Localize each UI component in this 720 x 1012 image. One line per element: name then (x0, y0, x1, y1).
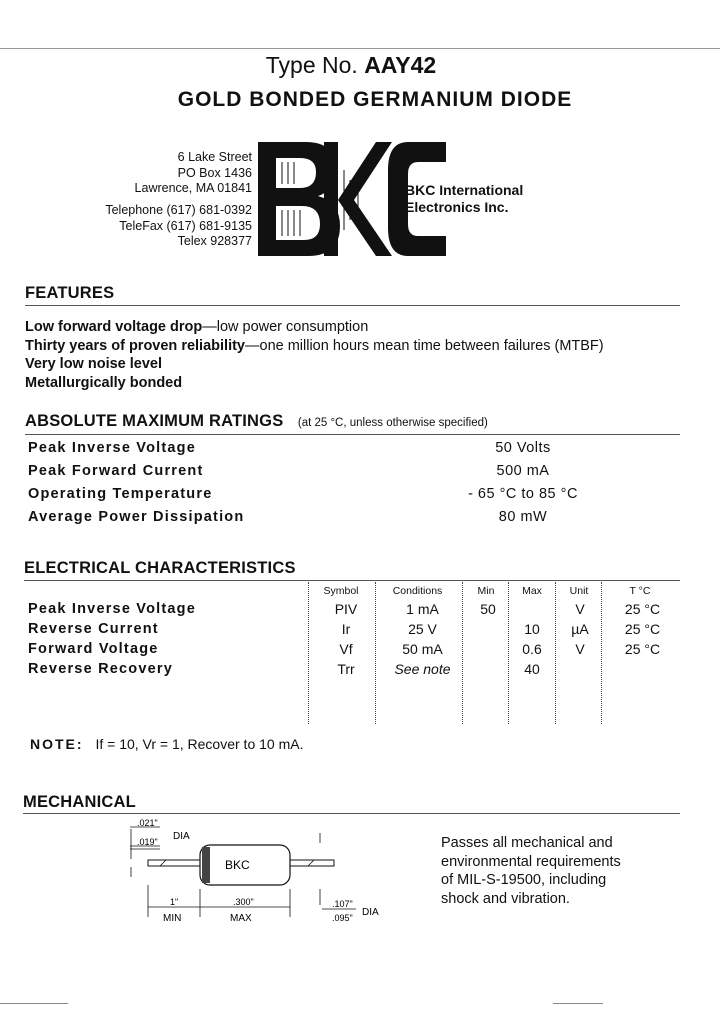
body-dia-max: .107" (332, 899, 353, 909)
type-number: AAY42 (364, 52, 437, 78)
body-dia-min: .095" (332, 913, 353, 923)
rating-param: Peak Inverse Voltage (28, 440, 197, 456)
ec-max: 0.6 (522, 641, 542, 657)
ec-conditions: 50 mA (402, 641, 443, 657)
rating-row (28, 463, 588, 485)
feature-bold: Metallurgically bonded (25, 374, 183, 391)
address-block (12, 150, 252, 197)
feature-rest: —one million hours mean time between failures (MTBF) (245, 337, 604, 354)
lead-dia-max: .021" (137, 818, 158, 828)
top-rule (0, 48, 720, 49)
ec-conditions: 25 V (408, 621, 437, 637)
col-header-unit: Unit (569, 585, 589, 597)
company-name (405, 182, 523, 216)
rating-row (28, 486, 588, 508)
column-separator (308, 582, 309, 724)
page-title: GOLD BONDED GERMANIUM DIODE (177, 88, 573, 111)
ec-symbol: PIV (334, 601, 358, 617)
rating-param: Average Power Dissipation (28, 509, 245, 525)
feature-bold: Very low noise level (25, 356, 163, 372)
mechanical-line: Passes all mechanical and (441, 835, 613, 851)
ratings-rule (25, 434, 680, 435)
ec-unit: V (575, 641, 585, 657)
feature-rest: —low power consumption (202, 319, 369, 335)
col-header-conditions: Conditions (392, 585, 443, 597)
ec-temp: 25 °C (624, 601, 661, 617)
features-rule (25, 305, 680, 306)
features-list (25, 318, 604, 392)
note-label: NOTE: (30, 736, 84, 752)
contact-telephone: Telephone (617) 681-0392 (105, 203, 252, 217)
company-name-line1: BKC International (405, 182, 524, 198)
contact-block (12, 203, 252, 250)
feature-bold: Low forward voltage drop (25, 319, 203, 335)
ec-unit: µA (571, 621, 589, 637)
rating-value: 80 mW (498, 509, 548, 525)
ec-temp: 25 °C (624, 641, 661, 657)
mechanical-line: environmental requirements (441, 853, 621, 870)
rating-value: 50 Volts (495, 440, 551, 456)
col-header-max: Max (522, 585, 542, 597)
diode-drawing (100, 815, 400, 930)
type-prefix: Type No. (265, 52, 358, 78)
ec-conditions: 1 mA (406, 601, 439, 617)
column-separator (555, 582, 556, 724)
ratings-heading: ABSOLUTE MAXIMUM RATINGS (25, 412, 284, 430)
ec-conditions: See note (394, 661, 451, 677)
electrical-heading: ELECTRICAL CHARACTERISTICS (24, 559, 296, 577)
rating-row (28, 509, 588, 531)
rating-value: - 65 °C to 85 °C (468, 486, 578, 502)
ec-param: Peak Inverse Voltage (28, 601, 197, 617)
lead-length: 1" (170, 897, 179, 907)
feature-item (25, 374, 604, 393)
lead-dia-label: DIA (173, 831, 190, 842)
ec-min: 50 (480, 601, 496, 617)
body-length: .300" (233, 897, 254, 907)
lead-dia-min: .019" (137, 837, 158, 847)
feature-bold: Thirty years of proven reliability (25, 337, 245, 354)
ec-symbol: Ir (341, 621, 351, 637)
feature-item (25, 337, 604, 356)
company-name-line2: Electronics Inc. (405, 199, 509, 215)
col-header-min: Min (477, 585, 495, 597)
bottom-rule-left (0, 1003, 68, 1004)
ec-param: Reverse Current (28, 621, 159, 637)
body-length-note: MAX (230, 913, 252, 924)
mechanical-description (441, 834, 621, 908)
type-number-heading (0, 52, 702, 79)
contact-telefax: TeleFax (617) 681-9135 (119, 218, 252, 233)
column-separator (462, 582, 463, 724)
ec-param: Forward Voltage (28, 641, 159, 657)
ec-unit: V (575, 601, 585, 617)
mechanical-rule (23, 813, 680, 814)
ec-param: Reverse Recovery (28, 661, 173, 677)
bottom-rule-right (553, 1003, 603, 1004)
ratings-heading-block (25, 412, 488, 431)
mechanical-line: shock and vibration. (441, 890, 570, 907)
electrical-rule (24, 580, 680, 581)
feature-item (25, 355, 604, 374)
note-text: If = 10, Vr = 1, Recover to 10 mA. (95, 736, 304, 752)
address-city: Lawrence, MA 01841 (134, 181, 252, 195)
note (30, 736, 303, 752)
mechanical-heading: MECHANICAL (23, 793, 136, 811)
ec-max: 40 (524, 661, 540, 677)
column-separator (601, 582, 602, 724)
ec-temp: 25 °C (624, 621, 661, 637)
ec-max: 10 (524, 621, 540, 637)
col-header-symbol: Symbol (323, 585, 359, 597)
address-pobox: PO Box 1436 (177, 165, 252, 180)
rating-param: Peak Forward Current (28, 463, 204, 479)
body-dia-label: DIA (362, 907, 379, 918)
address-street: 6 Lake Street (177, 150, 252, 164)
rating-row (28, 440, 588, 462)
ec-symbol: Trr (337, 661, 355, 677)
ec-symbol: Vf (339, 641, 353, 657)
lead-length-note: MIN (163, 913, 182, 924)
contact-telex: Telex 928377 (177, 234, 252, 248)
diode-body-label: BKC (225, 858, 250, 872)
mechanical-line: of MIL-S-19500, including (441, 872, 607, 888)
features-heading: FEATURES (25, 284, 115, 302)
rating-value: 500 mA (496, 463, 550, 479)
feature-item (25, 318, 604, 337)
col-header-temp: T °C (629, 585, 651, 597)
rating-param: Operating Temperature (28, 486, 213, 502)
ratings-subheading: (at 25 °C, unless otherwise specified) (297, 417, 488, 429)
column-separator (508, 582, 509, 724)
